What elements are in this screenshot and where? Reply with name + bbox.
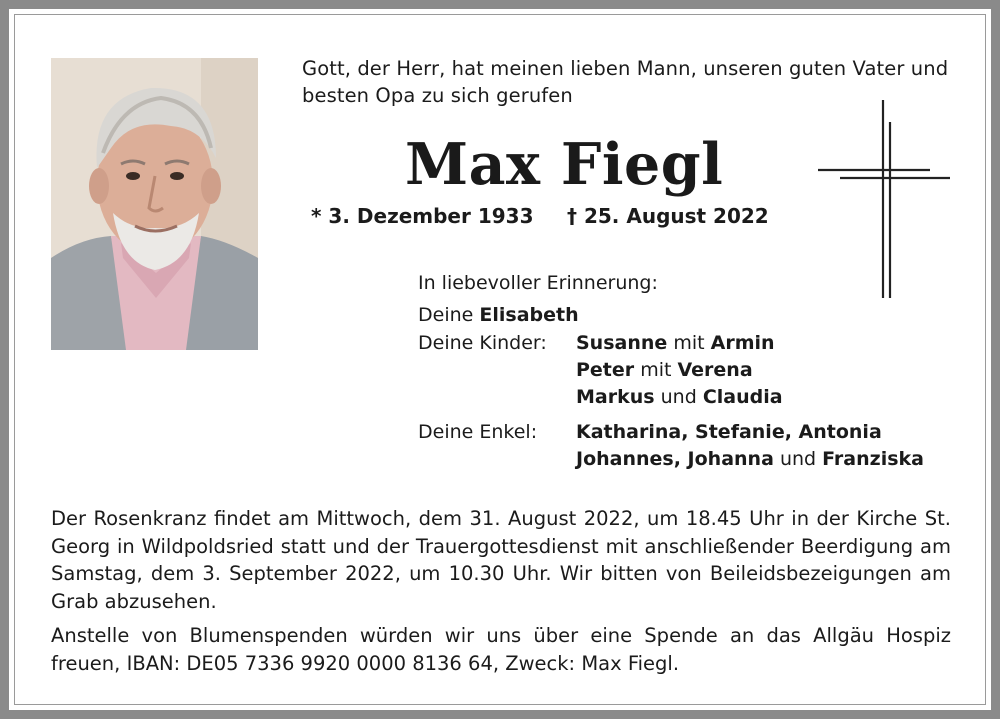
children-label: Deine Kinder:: [418, 332, 547, 354]
child-pair: [576, 384, 783, 411]
partner-name: Claudia: [702, 386, 783, 408]
joiner: und: [660, 386, 697, 408]
joiner: und: [779, 448, 817, 470]
joiner: mit: [640, 359, 672, 381]
child-name: Susanne: [576, 332, 668, 354]
grandchildren-line1: Katharina, Stefanie, Antonia: [576, 421, 882, 443]
memory-line: In liebevoller Erinnerung:: [418, 272, 658, 294]
grandchildren-row-1: [418, 419, 882, 446]
grandchildren-names: [576, 446, 924, 473]
grandchildren-line2a: Johannes, Johanna: [576, 448, 774, 470]
children-row-1: [418, 330, 775, 357]
partner-name: Armin: [710, 332, 775, 354]
cross-icon: [818, 100, 952, 300]
wife-label: Deine: [418, 304, 474, 326]
portrait-photo: [51, 58, 258, 350]
deceased-name: Max Fiegl: [405, 131, 724, 198]
grandchildren-label: Deine Enkel:: [418, 421, 538, 443]
child-name: Markus: [576, 386, 655, 408]
child-name: Peter: [576, 359, 635, 381]
birth-date: * 3. Dezember 1933: [311, 204, 534, 228]
child-pair: [576, 357, 753, 384]
joiner: mit: [673, 332, 705, 354]
donation-text: Anstelle von Blumenspenden würden wir uns über eine Spende an das Allgäu Hospiz freuen, IBAN: DE05 7336 9920 0000 8136 64, Zweck: Max Fiegl.: [51, 624, 951, 675]
wife-row: [418, 302, 579, 329]
death-date: † 25. August 2022: [567, 204, 769, 228]
partner-name: Verena: [677, 359, 753, 381]
grandchildren-names: [576, 419, 882, 446]
intro-text: Gott, der Herr, hat meinen lieben Mann, unseren guten Vater und besten Opa zu sich gerufen: [302, 57, 949, 107]
child-pair: [576, 330, 775, 357]
grandchildren-line2b: Franziska: [822, 448, 924, 470]
service-text: Der Rosenkranz findet am Mittwoch, dem 31. August 2022, um 18.45 Uhr in der Kirche St. Georg in Wildpoldsried statt und der Trauergottesdienst mit anschließender Beerdigung am Samstag, dem 3. September 2022, um 10.30 Uhr. Wir bitten von Beileidsbezeigungen am Grab abzusehen.: [51, 507, 951, 613]
wife-name: Elisabeth: [479, 304, 579, 326]
